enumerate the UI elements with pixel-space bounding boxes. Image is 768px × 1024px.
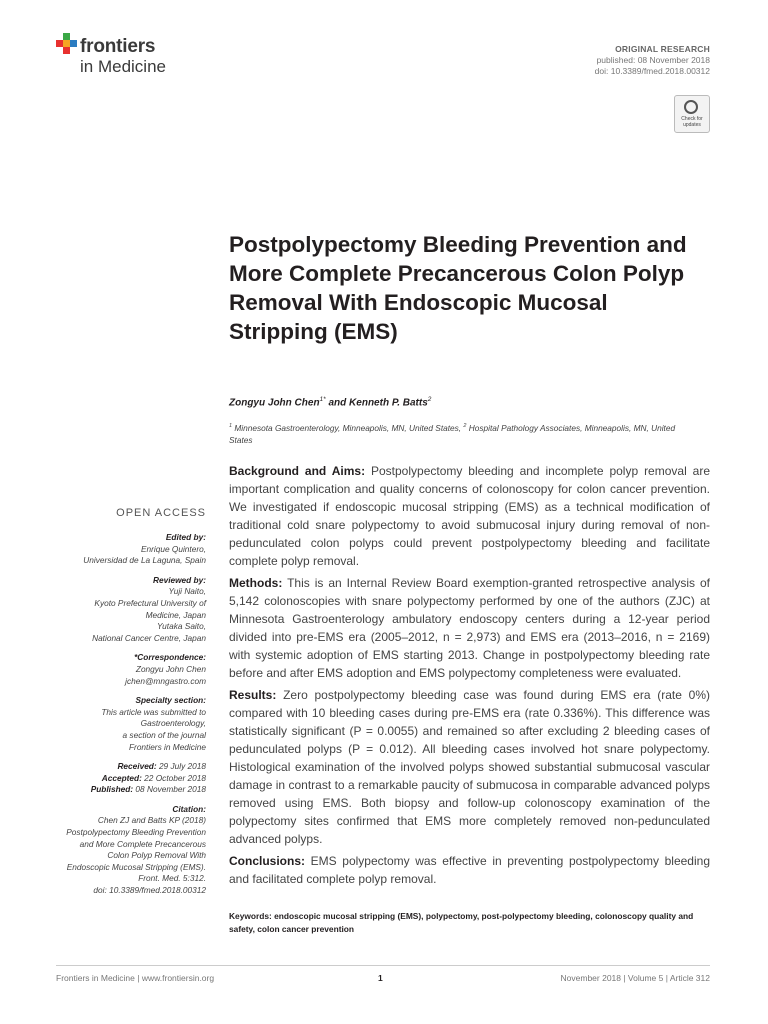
- reviewer-line: National Cancer Centre, Japan: [92, 632, 206, 643]
- reviewer-line: Kyoto Prefectural University of: [94, 597, 206, 608]
- affiliation-text: Minnesota Gastroenterology, Minneapolis, MN, United States,: [232, 422, 464, 433]
- section-text: This is an Internal Review Board exemption-granted retrospective analysis of 5,142 colonoscopies with snare polypectomy performed by one of the authors (ZJC) at Minnesota Gastroenterology ambulatory endoscopy centers during a 12-year period divided into pre-EMS era (2005–2012, n = 2,973) and EMS era (2013–2016, n = 2169) with systemic adoption of EMS starting 2013. Change in postpolypectomy bleeding rate before and after EMS adoption and EMS polypectomy completeness were evaluated.: [229, 576, 710, 680]
- footer-issue-info: November 2018 | Volume 5 | Article 312: [560, 973, 710, 983]
- citation-line: Endoscopic Mucosal Stripping (EMS).: [66, 861, 206, 872]
- accepted-date: [40, 773, 206, 785]
- edited-by: [40, 532, 206, 567]
- corresponding-email[interactable]: jchen@mngastro.com: [125, 675, 206, 686]
- accepted-value: 22 October 2018: [141, 772, 206, 783]
- author-affiliation-mark: 1*: [319, 396, 326, 403]
- section-heading: Conclusions:: [229, 854, 306, 868]
- section-heading: Methods:: [229, 576, 283, 590]
- abstract: [229, 462, 710, 892]
- citation-doi[interactable]: doi: 10.3389/fmed.2018.00312: [93, 885, 206, 896]
- citation-line: Colon Polyp Removal With: [107, 850, 206, 861]
- edited-by-heading: Edited by:: [165, 532, 206, 542]
- authors: [229, 396, 431, 408]
- affiliation-mark: 2: [463, 423, 467, 429]
- reviewer-line: Yuji Naito,: [168, 586, 206, 597]
- published-heading: Published:: [90, 784, 134, 795]
- footer-divider: [56, 965, 710, 966]
- reviewer-line: Medicine, Japan: [145, 609, 206, 620]
- abstract-background: [229, 462, 710, 570]
- section-text: EMS polypectomy was effective in preventing postpolypectomy bleeding and facilitated complete polyp removal.: [229, 854, 710, 886]
- author-name[interactable]: Kenneth P. Batts: [349, 397, 428, 409]
- published-date-sidebar: [40, 784, 206, 796]
- correspondence-heading: *Correspondence:: [134, 652, 206, 663]
- citation-heading: Citation:: [172, 803, 206, 814]
- reviewed-by: [40, 575, 206, 645]
- frontiers-logo-icon: [56, 33, 78, 59]
- received-value: 29 July 2018: [156, 761, 206, 772]
- check-updates-label-2: updates: [683, 122, 701, 128]
- corresponding-author: Zongyu John Chen: [135, 663, 206, 674]
- keywords: Keywords: endoscopic mucosal stripping (EMS), polypectomy, post-polypectomy bleeding, colonoscopy quality and safety, colon cancer prevention: [229, 911, 694, 934]
- citation: [40, 804, 206, 897]
- correspondence: [40, 652, 206, 687]
- affiliation-mark: 1: [229, 423, 233, 429]
- abstract-methods: [229, 574, 710, 682]
- section-heading: Background and Aims:: [229, 464, 366, 478]
- dates: [40, 761, 206, 796]
- section-heading: Results:: [229, 688, 277, 702]
- citation-line: Postpolypectomy Bleeding Prevention: [66, 827, 206, 838]
- article-type: ORIGINAL RESEARCH: [615, 44, 710, 54]
- received-date: [40, 761, 206, 773]
- article-title: Postpolypectomy Bleeding Prevention and More Complete Precancerous Colon Polyp Removal With Endoscopic Mucosal Stripping (EMS): [229, 232, 687, 344]
- author-name[interactable]: Zongyu John Chen: [229, 397, 320, 409]
- affiliations: [229, 420, 689, 446]
- doi[interactable]: doi: 10.3389/fmed.2018.00312: [594, 66, 710, 76]
- specialty-section: [40, 695, 206, 753]
- editor-line: Enrique Quintero,: [140, 543, 206, 554]
- citation-line: Chen ZJ and Batts KP (2018): [97, 815, 206, 826]
- author-affiliation-mark: 2: [427, 396, 432, 403]
- journal-logo[interactable]: [56, 33, 196, 79]
- check-updates-label: Check for: [681, 116, 703, 122]
- open-access-label: OPEN ACCESS: [116, 507, 206, 519]
- abstract-conclusions: [229, 852, 710, 888]
- section-text: Postpolypectomy bleeding and incomplete polyp removal are important complication and quality concerns of colonoscopy for colon cancer prevention. We investigated if endoscopic mucosal stripping (EMS) as a technical modification of traditional cold snare polypectomy to avoid submucosal injury during removal of non-pedunculated colon polyps could prevent postpolypectomy bleeding and facilitate complete polyp removal.: [229, 464, 711, 568]
- section-text: Zero postpolypectomy bleeding case was found during EMS era (rate 0%) compared with 10 bleeding cases during pre-EMS era (rate 0.336%). This difference was statistically significant (P = 0.0055) and remained so after excluding 2 bleeding cases of pedunculated polyps (P = 0.012). All bleeding cases involved hot snare polypectomy. Histological examination of the involved polyps showed substantial submucosal vascular damage in contrast to a remarkable paucity of submucosa in comparable advanced polyps removed using EMS. Both biopsy and follow-up colonoscopy examination of the polypectomy sites confirmed that EMS more completely removed non-pedunculated advanced polyps.: [229, 688, 710, 846]
- journal-name-line2: in Medicine: [80, 57, 166, 76]
- abstract-results: [229, 686, 710, 848]
- specialty-line: This article was submitted to: [101, 706, 206, 717]
- author-conjunction: and: [325, 397, 350, 409]
- editor-line: Universidad de La Laguna, Spain: [83, 555, 206, 566]
- article-info-sidebar: [40, 532, 206, 905]
- specialty-heading: Specialty section:: [135, 695, 206, 706]
- check-for-updates-button[interactable]: [674, 95, 710, 133]
- received-heading: Received:: [117, 761, 157, 772]
- affiliation-text: Hospital Pathology Associates, Minneapolis, MN, United States: [229, 422, 676, 445]
- journal-name-line1: frontiers: [80, 36, 156, 57]
- accepted-heading: Accepted:: [101, 772, 142, 783]
- specialty-line: Frontiers in Medicine: [128, 741, 206, 752]
- citation-line: and More Complete Precancerous: [79, 838, 206, 849]
- check-updates-icon: [684, 100, 698, 114]
- published-date: published: 08 November 2018: [596, 55, 710, 65]
- citation-line: Front. Med. 5:312.: [138, 873, 206, 884]
- reviewer-line: Yutaka Saito,: [156, 621, 206, 632]
- reviewed-by-heading: Reviewed by:: [152, 574, 206, 585]
- specialty-line: Gastroenterology,: [140, 718, 206, 729]
- specialty-line: a section of the journal: [122, 729, 206, 740]
- published-value: 08 November 2018: [133, 784, 206, 795]
- footer-journal-link[interactable]: Frontiers in Medicine | www.frontiersin.org: [56, 973, 215, 983]
- page-number: 1: [378, 973, 383, 983]
